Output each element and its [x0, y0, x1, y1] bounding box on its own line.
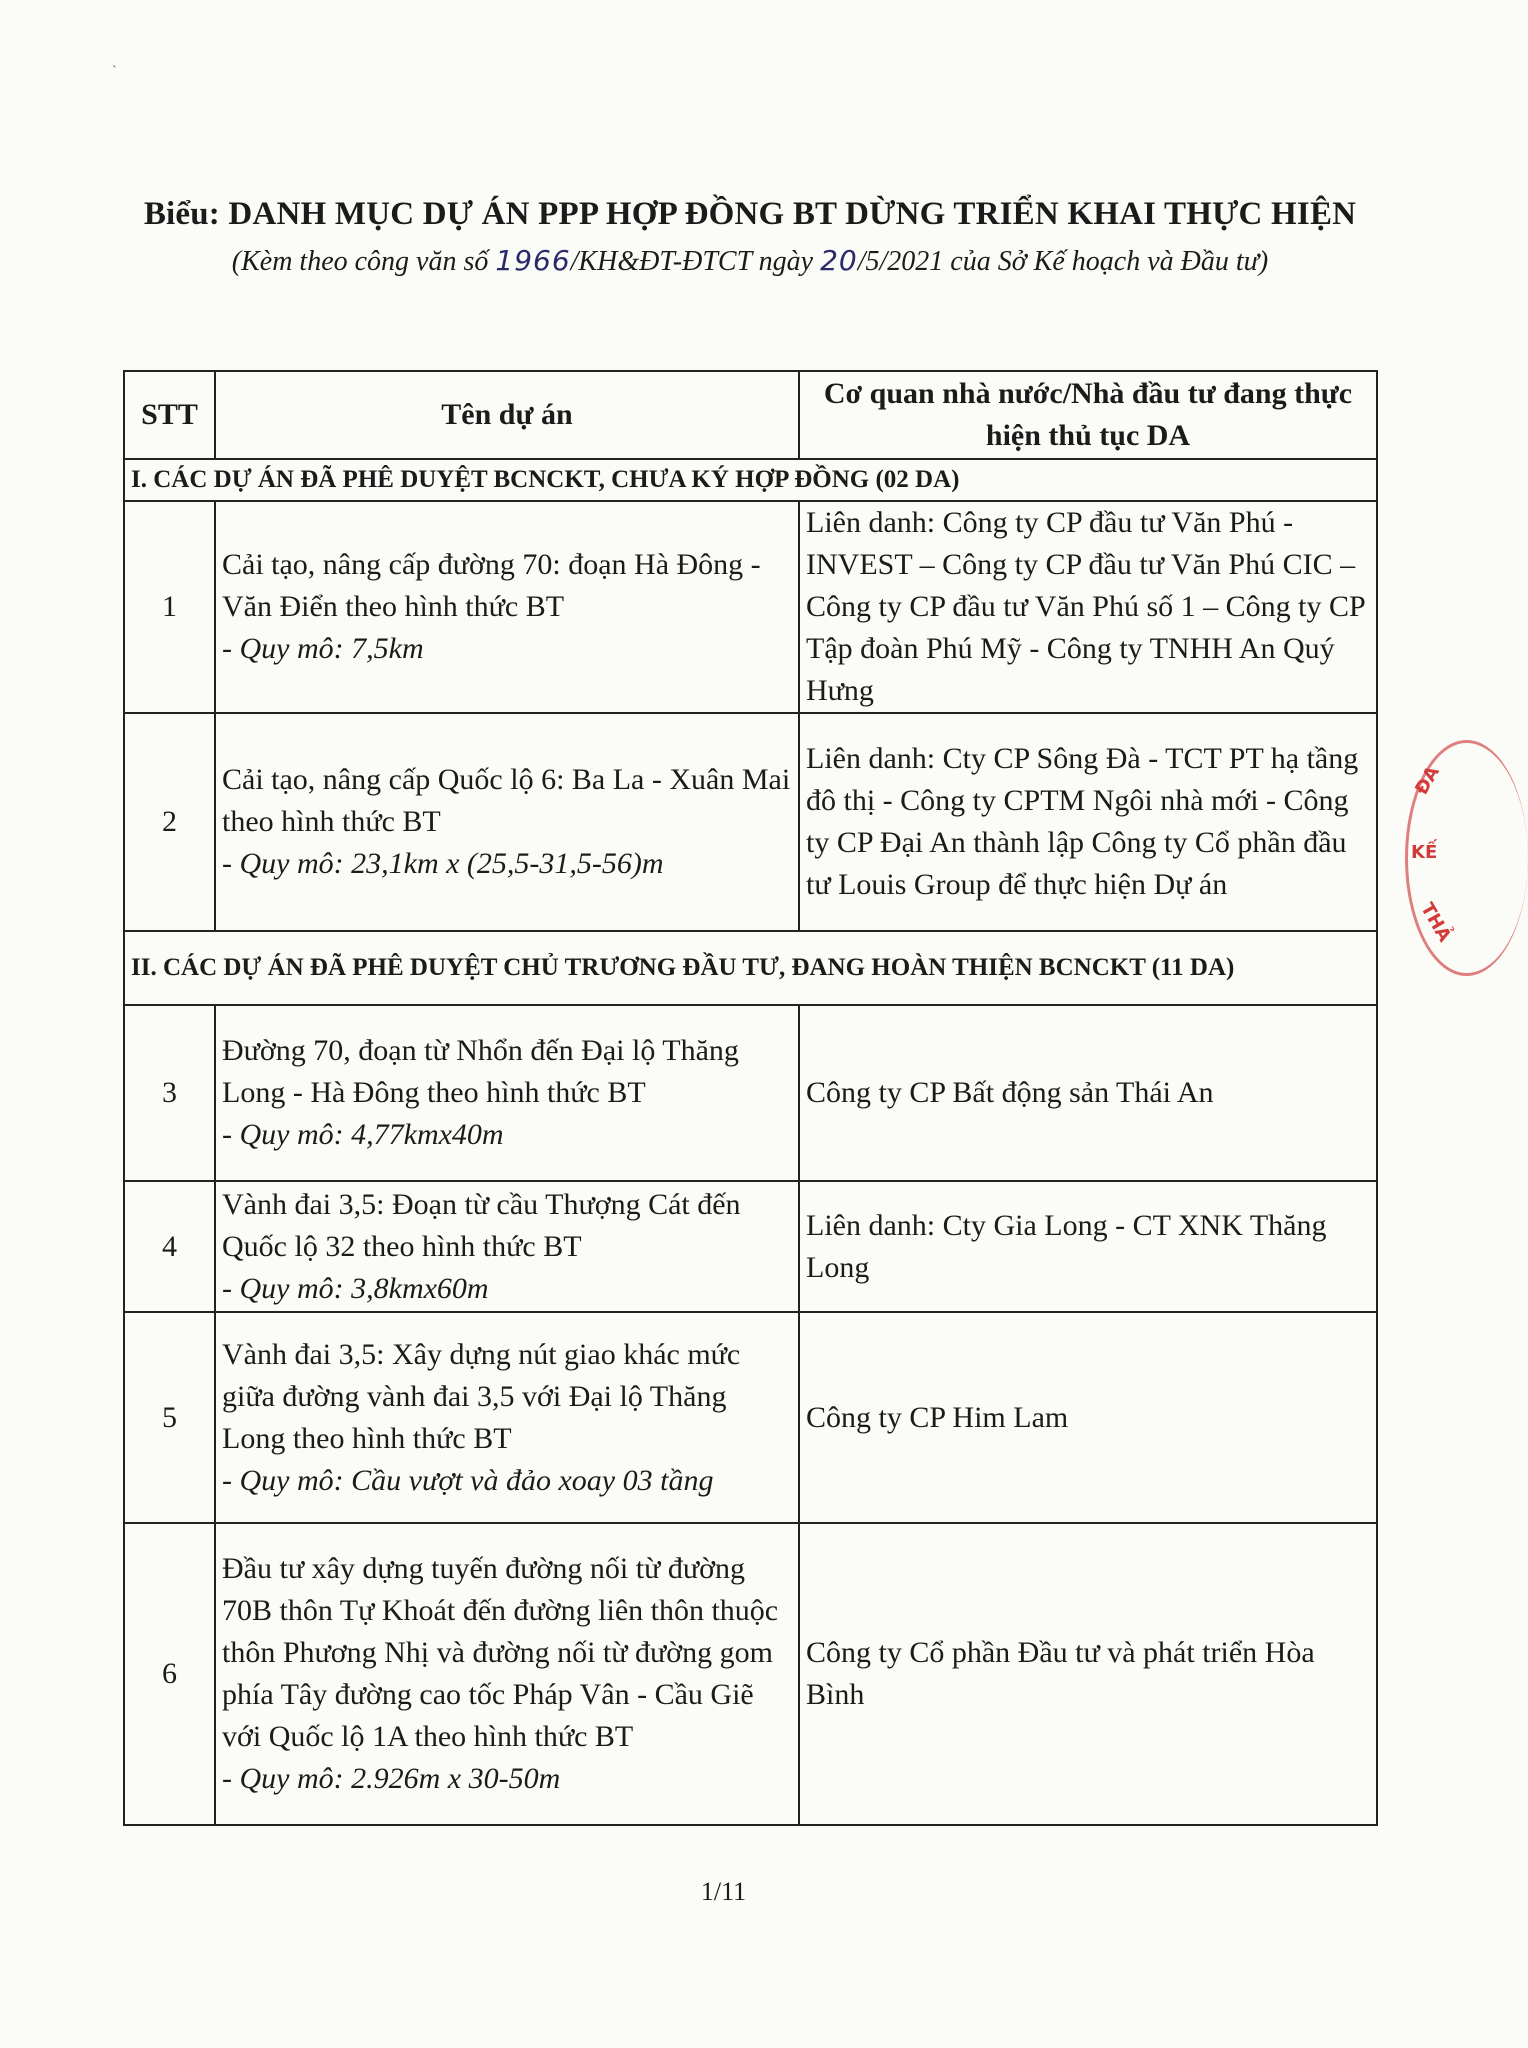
handwritten-doc-number: 1966 — [495, 244, 571, 277]
header-stt: STT — [124, 371, 215, 459]
row-project-cell — [215, 501, 799, 713]
table-row — [124, 1181, 1377, 1312]
section-heading-1: I. CÁC DỰ ÁN ĐÃ PHÊ DUYỆT BCNCKT, CHƯA KÝ HỢP ĐỒNG (02 DA) — [124, 459, 1377, 501]
table-row — [124, 1523, 1377, 1825]
page-number: 1/11 — [700, 1877, 747, 1906]
row-project-name: Đầu tư xây dựng tuyến đường nối từ đường 70B thôn Tự Khoát đến đường liên thôn thuộc thôn Phương Nhị và đường nối từ đường gom phía Tây đường cao tốc Pháp Vân - Cầu Giẽ với Quốc lộ 1A theo hình thức BT — [222, 1552, 779, 1753]
row-project-cell — [215, 1523, 799, 1825]
subtitle-middle: /KH&ĐT-ĐTCT ngày — [570, 246, 821, 277]
row-organization: Công ty CP Bất động sản Thái An — [799, 1005, 1377, 1181]
stamp-text: THẢ — [1416, 899, 1456, 946]
row-organization: Liên danh: Công ty CP đầu tư Văn Phú - INVEST – Công ty CP đầu tư Văn Phú CIC – Công ty CP đầu tư Văn Phú số 1 – Công ty CP Tập đoàn Phú Mỹ - Công ty TNHH An Quý Hưng — [799, 501, 1377, 713]
row-stt: 6 — [124, 1523, 215, 1825]
table-row — [124, 501, 1377, 713]
row-stt: 4 — [124, 1181, 215, 1312]
header-name: Tên dự án — [215, 371, 799, 459]
row-stt: 5 — [124, 1312, 215, 1523]
row-project-scale: - Quy mô: 7,5km — [222, 632, 424, 665]
section-row — [124, 459, 1377, 501]
header-org: Cơ quan nhà nước/Nhà đầu tư đang thực hiện thủ tục DA — [799, 371, 1377, 459]
row-project-name: Cải tạo, nâng cấp Quốc lộ 6: Ba La - Xuân Mai theo hình thức BT — [222, 763, 791, 838]
row-project-scale: - Quy mô: Cầu vượt và đảo xoay 03 tầng — [222, 1463, 714, 1497]
table-row — [124, 1005, 1377, 1181]
row-project-cell — [215, 1181, 799, 1312]
row-project-name: Cải tạo, nâng cấp đường 70: đoạn Hà Đông - Văn Điển theo hình thức BT — [222, 548, 761, 623]
row-project-scale: - Quy mô: 23,1km x (25,5-31,5-56)m — [222, 847, 664, 880]
row-stt: 3 — [124, 1005, 215, 1181]
project-table — [123, 370, 1378, 1826]
table-row — [124, 713, 1377, 931]
scan-mark: ` — [112, 64, 117, 79]
row-organization: Công ty CP Him Lam — [799, 1312, 1377, 1523]
subtitle-after: /5/2021 của Sở Kế hoạch và Đầu tư) — [857, 246, 1269, 277]
row-project-scale: - Quy mô: 2.926m x 30-50m — [222, 1762, 561, 1795]
table-row — [124, 1312, 1377, 1523]
section-row — [124, 931, 1377, 1005]
subtitle-before: (Kèm theo công văn số — [231, 246, 496, 277]
row-project-scale: - Quy mô: 4,77kmx40m — [222, 1118, 504, 1151]
row-stt: 2 — [124, 713, 215, 931]
row-project-name: Vành đai 3,5: Đoạn từ cầu Thượng Cát đến Quốc lộ 32 theo hình thức BT — [222, 1187, 741, 1263]
document-title: Biểu: DANH MỤC DỰ ÁN PPP HỢP ĐỒNG BT DỪNG TRIỂN KHAI THỰC HIỆN — [143, 196, 1357, 232]
stamp-text: ĐA — [1411, 762, 1444, 799]
row-organization: Công ty Cổ phần Đầu tư và phát triển Hòa Bình — [799, 1523, 1377, 1825]
row-project-cell — [215, 713, 799, 931]
row-project-scale: - Quy mô: 3,8kmx60m — [222, 1271, 489, 1305]
row-stt: 1 — [124, 501, 215, 713]
row-organization: Liên danh: Cty Gia Long - CT XNK Thăng Long — [799, 1181, 1377, 1312]
table-header-row — [124, 371, 1377, 459]
document-subtitle — [100, 244, 1400, 278]
row-project-cell — [215, 1005, 799, 1181]
handwritten-day: 20 — [820, 244, 858, 277]
row-organization: Liên danh: Cty CP Sông Đà - TCT PT hạ tầng đô thị - Công ty CPTM Ngôi nhà mới - Công ty CP Đại An thành lập Công ty Cổ phần đầu tư Louis Group để thực hiện Dự án — [799, 713, 1377, 931]
row-project-name: Đường 70, đoạn từ Nhổn đến Đại lộ Thăng Long - Hà Đông theo hình thức BT — [222, 1034, 739, 1109]
stamp-text: KẾ — [1411, 842, 1438, 863]
row-project-name: Vành đai 3,5: Xây dựng nút giao khác mức giữa đường vành đai 3,5 với Đại lộ Thăng Long theo hình thức BT — [222, 1337, 741, 1455]
red-seal-stamp — [1405, 740, 1456, 970]
section-heading-2: II. CÁC DỰ ÁN ĐÃ PHÊ DUYỆT CHỦ TRƯƠNG ĐẦU TƯ, ĐANG HOÀN THIỆN BCNCKT (11 DA) — [124, 931, 1377, 1005]
row-project-cell — [215, 1312, 799, 1523]
